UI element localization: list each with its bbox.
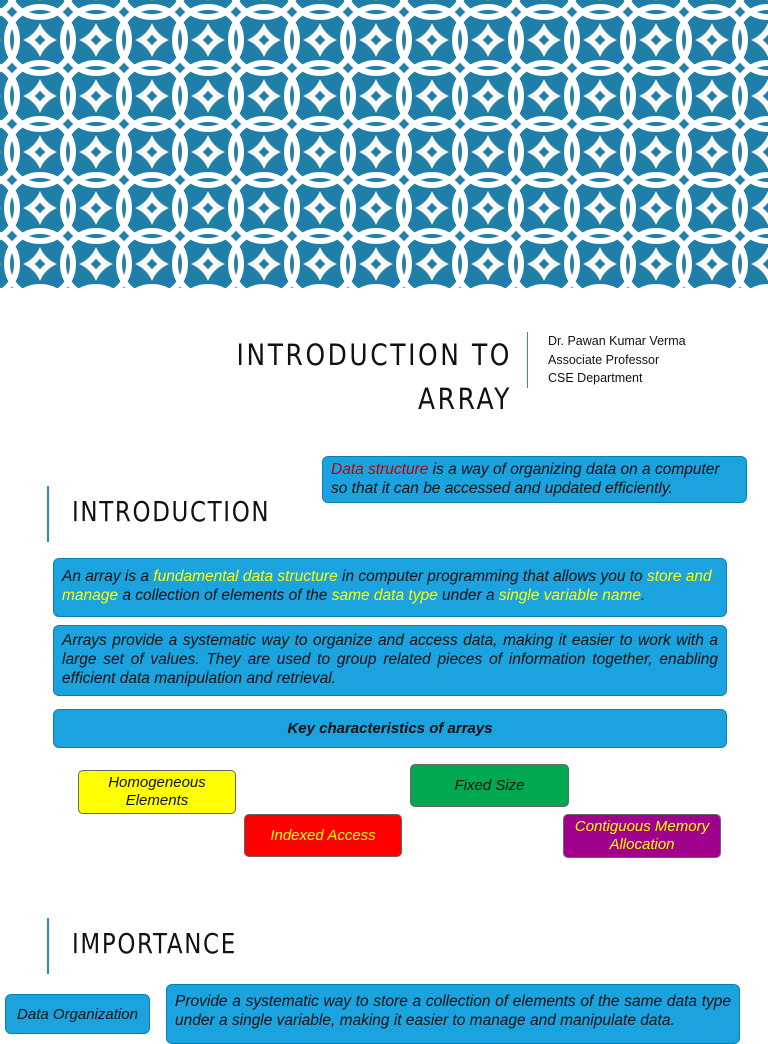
chip-indexed-access-label: Indexed Access (270, 826, 376, 844)
chip-homogeneous-line-1: Homogeneous (108, 774, 206, 791)
data-organization-label: Data Organization (17, 1005, 138, 1023)
data-organization-label-box (5, 994, 150, 1034)
author-block (548, 332, 686, 388)
array-def-text-1: An array is a (62, 568, 154, 585)
circle-pattern-graphic (0, 0, 768, 288)
array-def-text-4: under a (437, 587, 499, 604)
author-name: Dr. Pawan Kumar Verma (548, 334, 686, 348)
section-heading-importance: IMPORTANCE (72, 927, 237, 960)
array-def-text-2: in computer programming that allows you to (337, 568, 647, 585)
key-characteristics-title-box (53, 709, 727, 748)
array-def-highlight-type: same data type (331, 587, 438, 604)
title-divider (527, 332, 528, 388)
author-position: Associate Professor (548, 352, 660, 367)
section-heading-introduction: INTRODUCTION (72, 495, 271, 528)
array-definition-box (53, 558, 727, 617)
banner-pattern (0, 0, 768, 288)
author-department: CSE Department (548, 371, 643, 385)
data-structure-term: Data structure (331, 461, 429, 478)
array-purpose-box (53, 625, 727, 696)
importance-text: Provide a systematic way to store a collection of elements of the same data type under a single variable, making it easier to manage and manipulate data. (175, 993, 731, 1029)
chip-homogeneous-elements (78, 770, 236, 814)
key-characteristics-title: Key characteristics of arrays (287, 720, 493, 737)
chip-contiguous-line-1: Contiguous Memory (574, 818, 710, 835)
chip-indexed-access (244, 814, 402, 857)
chip-contiguous-memory (563, 814, 721, 858)
section-bar-introduction (47, 486, 49, 542)
importance-text-box (166, 984, 740, 1044)
array-def-highlight-fundamental: fundamental data structure (153, 568, 338, 585)
array-purpose-text: Arrays provide a systematic way to organize and access data, making it easier to work with a large set of values. They are used to group related pieces of information together, enabling efficient data manipulation and retrieval. (62, 632, 718, 687)
array-def-highlight-store: store and manage (62, 568, 712, 604)
chip-contiguous-line-2: Allocation (609, 836, 675, 853)
chip-homogeneous-line-2: Elements (125, 792, 189, 809)
array-def-text-5: . (641, 587, 646, 604)
data-structure-definition-text: is a way of organizing data on a computer so that it can be accessed and updated efficiently. (331, 461, 720, 497)
data-structure-definition-box (322, 456, 747, 503)
chip-fixed-size (410, 764, 569, 807)
array-def-text-3: a collection of elements of the (118, 587, 332, 604)
array-def-highlight-name: single variable name (498, 587, 642, 604)
chip-fixed-size-label: Fixed Size (454, 776, 525, 794)
presentation-title: INTRODUCTION TO ARRAY (236, 338, 512, 416)
section-bar-importance (47, 918, 49, 974)
